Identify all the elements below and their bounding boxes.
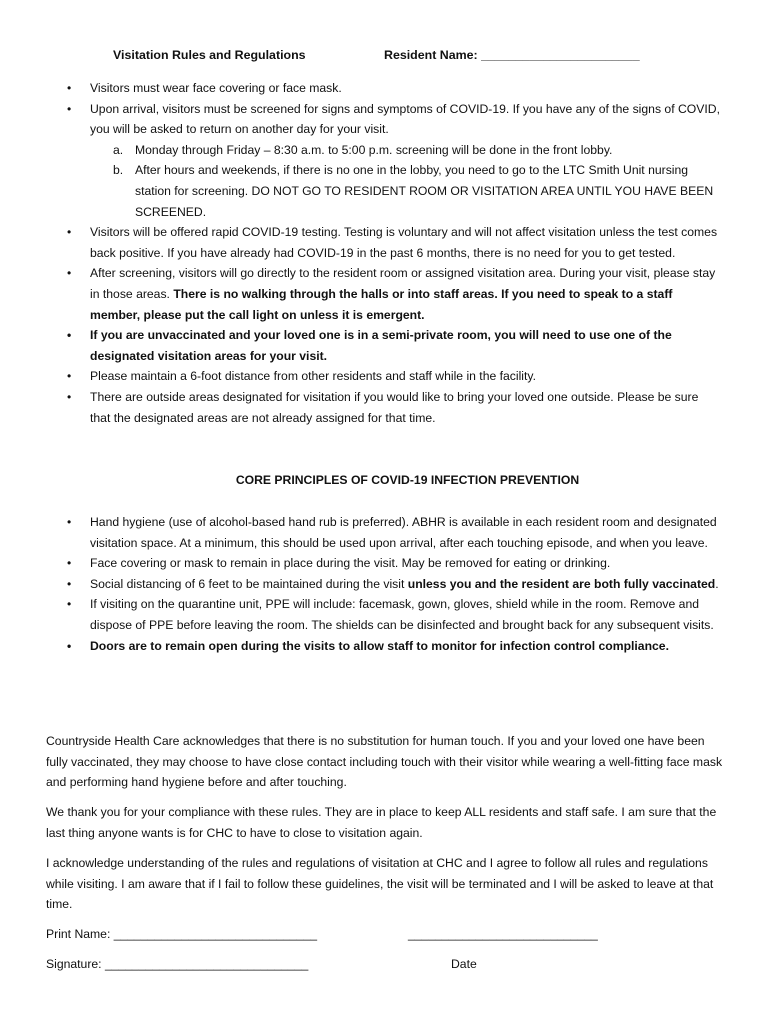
bullet-icon: •	[67, 328, 72, 343]
bullet-icon: •	[67, 266, 72, 281]
list-item: • Social distancing of 6 feet to be maintained during the visit unless you and the resident are both fully vaccinated.	[0, 574, 770, 595]
bullet-icon: •	[67, 638, 72, 653]
list-item: • Please maintain a 6-foot distance from other residents and staff while in the facility.	[0, 366, 770, 387]
bullet-icon: •	[67, 81, 72, 95]
bullet-icon: •	[67, 101, 72, 116]
thank-you-paragraph: We thank you for your compliance with these rules. They are in place to keep ALL residents and staff safe. I am sure that the last thing anyone wants is for CHC to have to close to visitation again.	[46, 805, 717, 840]
bullet-icon: •	[67, 597, 72, 612]
bullet-icon: •	[67, 576, 72, 591]
touch-policy-paragraph: Countryside Health Care acknowledges that there is no substitution for human touch. If you and your loved one have been fully vaccinated, they may choose to have close contact including touch with their visitor while wearing a well-fitting face mask and performing hand hygiene before and after touching.	[46, 734, 723, 790]
bullet-icon: •	[67, 369, 72, 384]
list-item: • Visitors will be offered rapid COVID-19 testing. Testing is voluntary and will not affect visitation unless the test comes back positive. If you have already had COVID-19 in the past 6 months, there is no need for you to get tested.	[0, 222, 770, 263]
signature-row	[46, 957, 726, 977]
print-name-field: Print Name: ______________________________	[46, 927, 318, 941]
header	[0, 48, 770, 66]
date-blank-line: ____________________________	[408, 927, 598, 941]
bullet-icon: •	[67, 515, 72, 529]
list-item: • Visitors must wear face covering or face mask.	[0, 78, 770, 99]
list-item: • After screening, visitors will go directly to the resident room or assigned visitation area. During your visit, please stay in those areas. There is no walking through the halls or into staff areas. If you need to speak to a staff member, please put the call light on unless it is emergent.	[0, 263, 770, 325]
sub-list-item: b. After hours and weekends, if there is no one in the lobby, you need to go to the LTC Smith Unit nursing station for screening. DO NOT GO TO RESIDENT ROOM OR VISITATION AREA UNTIL YOU HAVE BEEN SCREENED.	[113, 163, 714, 219]
bullet-icon: •	[67, 556, 72, 571]
bullet-icon: •	[67, 389, 72, 404]
document-title: Visitation Rules and Regulations	[113, 48, 306, 62]
screening-sublist	[90, 140, 722, 222]
acknowledgement-paragraph: I acknowledge understanding of the rules and regulations of visitation at CHC and I agree to follow all rules and regulations while visiting. I am aware that if I fail to follow these guidelines, the visit will be terminated and I will be asked to leave at that time.	[46, 856, 714, 912]
list-item: • Hand hygiene (use of alcohol-based hand rub is preferred). ABHR is available in each resident room and designated visitation space. At a minimum, this should be used upon arrival, after each touching episode, and when you leave.	[0, 512, 770, 553]
list-item: • Doors are to remain open during the visits to allow staff to monitor for infection control compliance.	[0, 636, 770, 657]
list-item: • Upon arrival, visitors must be screened for signs and symptoms of COVID-19. If you have any of the signs of COVID, you will be asked to return on another day for your visit. a. Monday through Friday – 8:30 a.m. to 5:00 p.m. screening will be done in the front lobby. b. After hours and weekends, if there is no one in the lobby, you need to go to the LTC Smith Unit nursing station for screening. DO NOT GO TO RESIDENT ROOM OR VISITATION AREA UNTIL YOU HAVE BEEN SCREENED.	[0, 99, 770, 223]
date-label: Date	[451, 957, 477, 971]
core-principles-heading: CORE PRINCIPLES OF COVID-19 INFECTION PREVENTION	[235, 473, 580, 487]
visitation-rules-list	[0, 78, 770, 428]
signature-field: Signature: ______________________________	[46, 957, 309, 971]
sub-list-item: a. Monday through Friday – 8:30 a.m. to 5:00 p.m. screening will be done in the front lobby.	[113, 142, 613, 157]
resident-name-field: Resident Name: _______________________	[384, 48, 640, 62]
list-item: • If visiting on the quarantine unit, PPE will include: facemask, gown, gloves, shield while in the room. Remove and dispose of PPE before leaving the room. The shields can be disinfected and brought back for any subsequent visits.	[0, 594, 770, 635]
core-principles-list	[0, 512, 770, 656]
list-item: • If you are unvaccinated and your loved one is in a semi-private room, you will need to use one of the designated visitation areas for your visit.	[0, 325, 770, 366]
list-item: • There are outside areas designated for visitation if you would like to bring your loved one outside. Please be sure that the designated areas are not already assigned for that time.	[0, 387, 770, 428]
list-item: • Face covering or mask to remain in place during the visit. May be removed for eating or drinking.	[0, 553, 770, 574]
bullet-icon: •	[67, 225, 72, 240]
print-name-row	[46, 927, 726, 947]
